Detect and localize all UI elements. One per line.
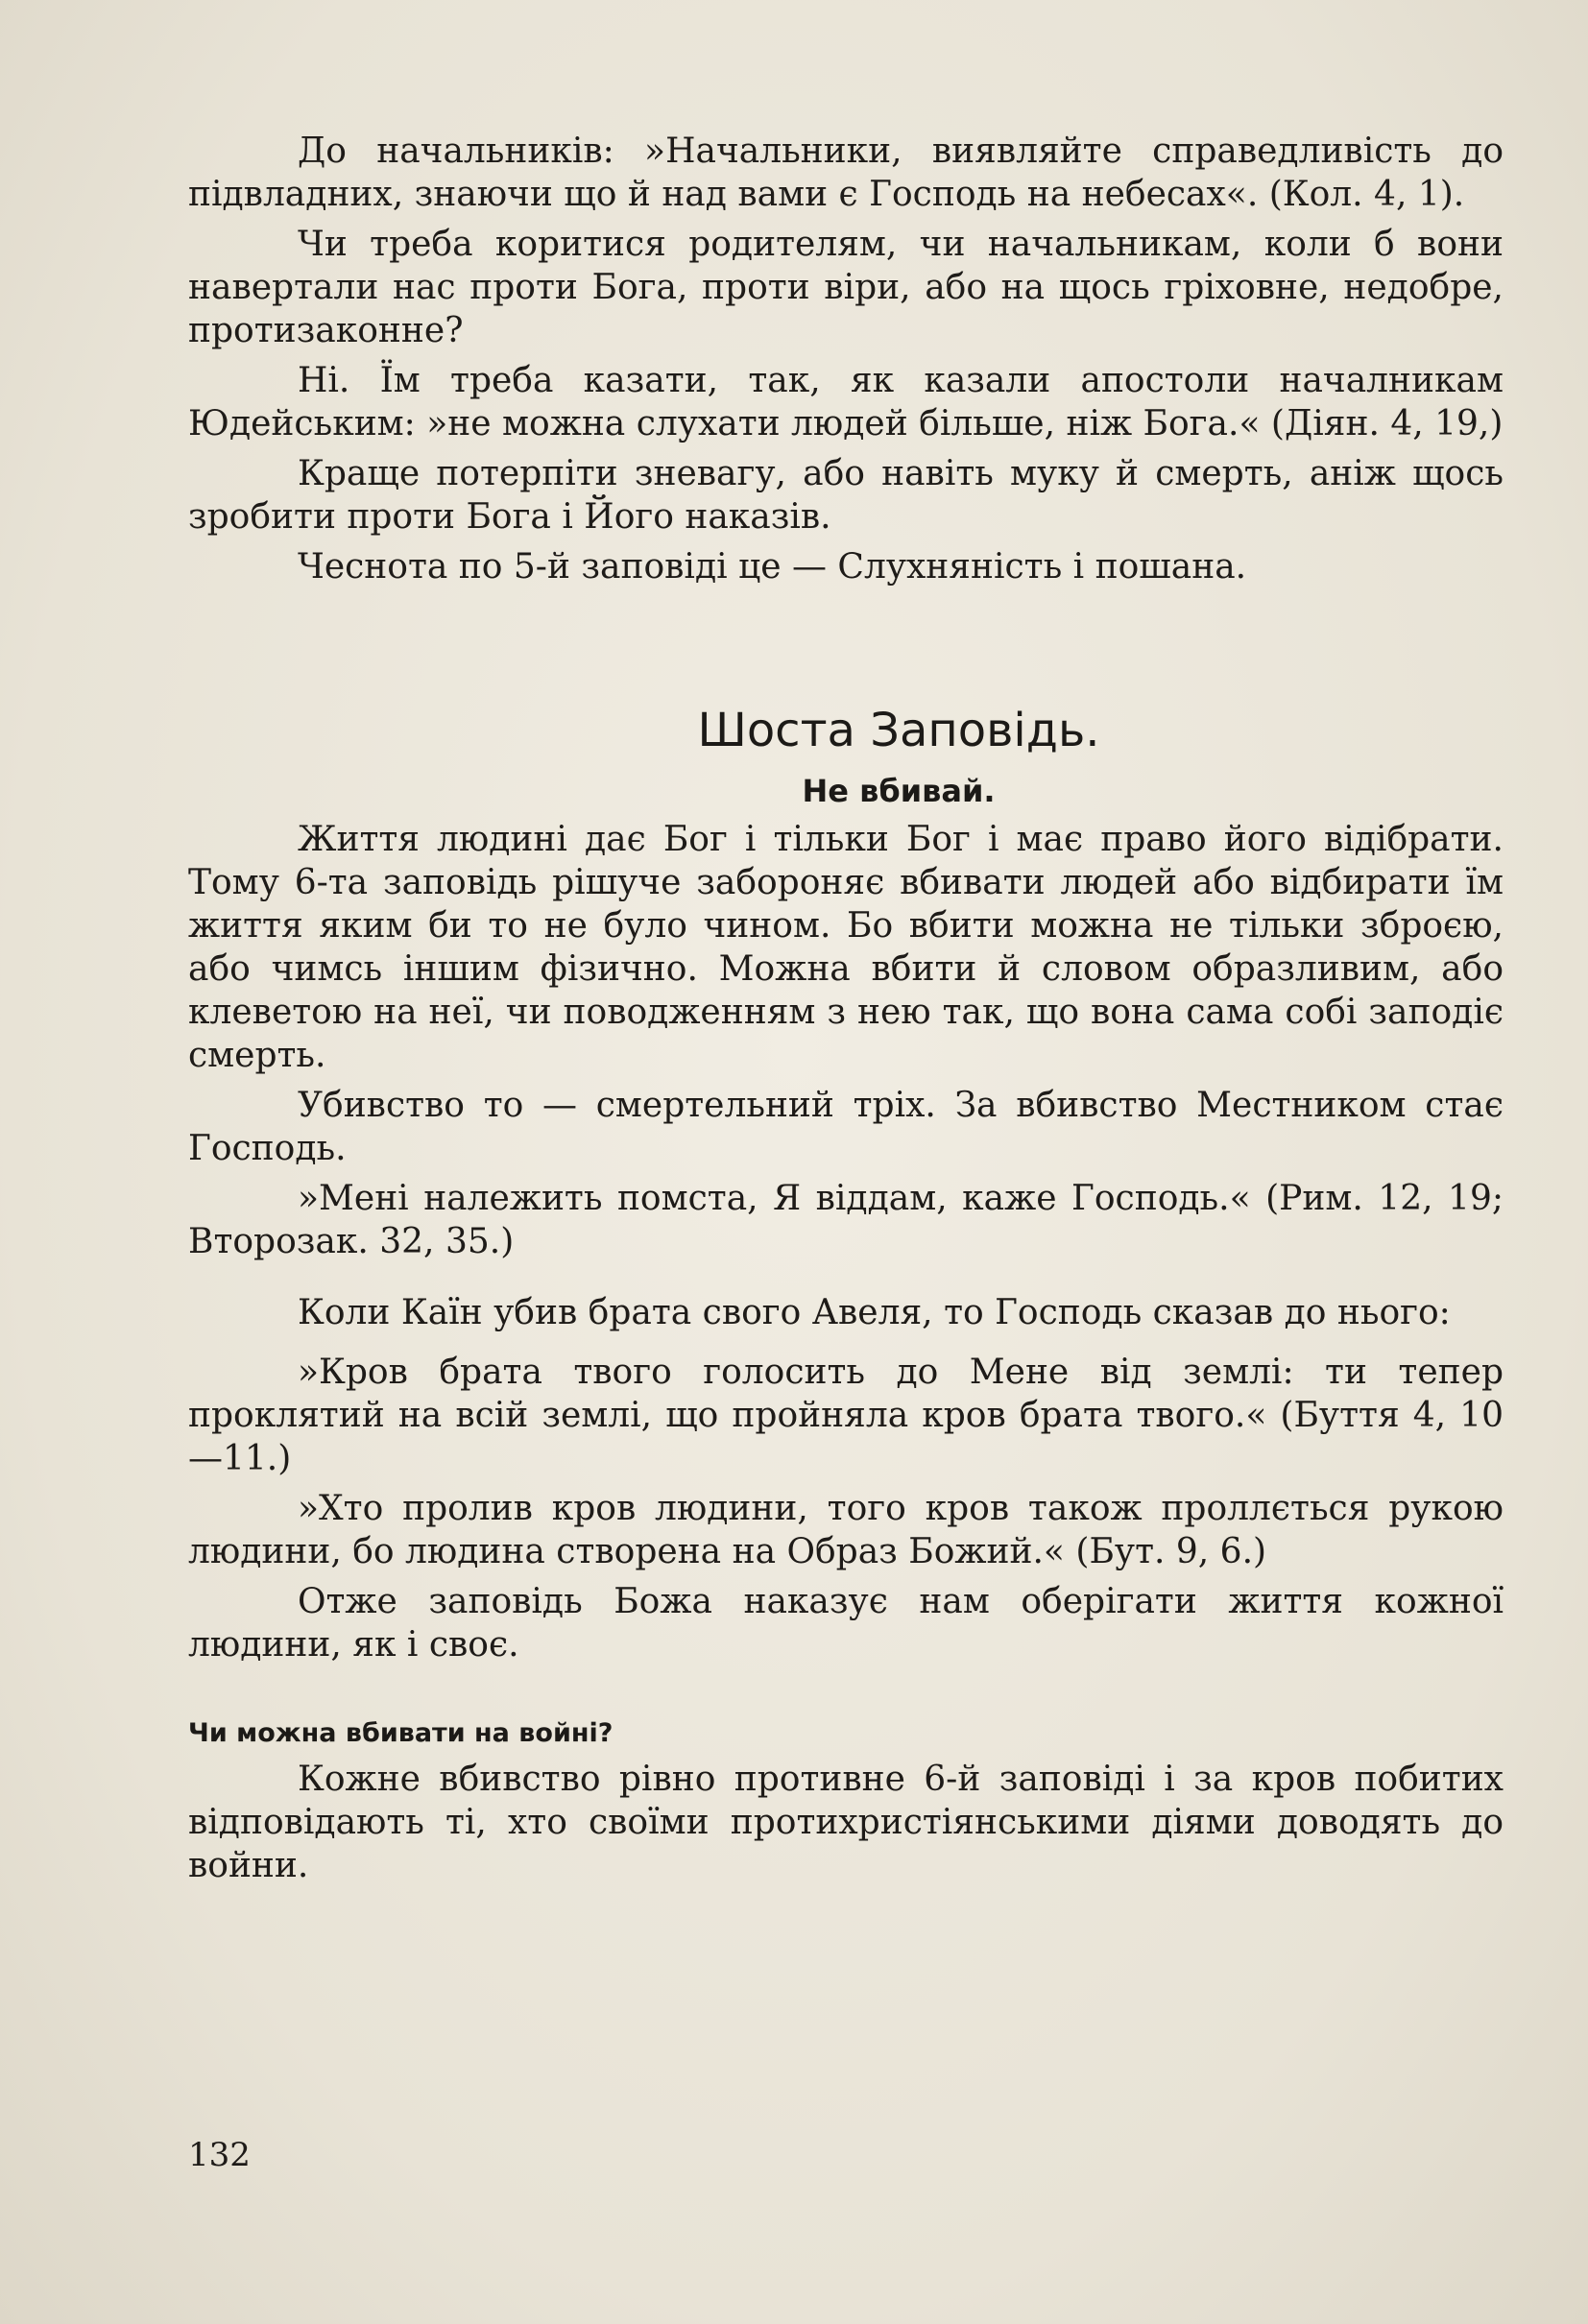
paragraph: Коли Каїн убив брата свого Авеля, то Господь сказав до нього: [298, 1293, 1451, 1332]
paragraph: Життя людині дає Бог і тільки Бог і має право його відібрати. Тому 6-та заповідь рішуче забороняє вбивати людей або відбирати їм життя яким би то не було чином. Бо вбити можна не тільки зброєю, або чимсь іншим фізично. Можна вбити й словом образливим, або клеветою на неї, чи поводженням з нею так, що вона сама собі заподіє смерть. [188, 820, 1504, 1075]
paragraph-gap [188, 1341, 1504, 1351]
paragraph: До начальників: »Начальники, виявляйте справедливість до підвладних, знаючи що й над вами є Господь на небесах«. (Кол. 4, 1). [188, 132, 1504, 214]
page-number: 132 [188, 2136, 251, 2174]
section-gap [188, 595, 1504, 703]
paragraph: Убивство то — смертельний тріх. За вбивство Местником стає Господь. [188, 1086, 1504, 1168]
paragraph: Краще потерпіти зневагу, або навіть муку й смерть, аніж щось зробити проти Бога і Його наказів. [188, 454, 1504, 537]
paragraph-gap [188, 1270, 1504, 1291]
paragraph: »Хто пролив кров людини, того кров також проллється рукою людини, бо людина створена на Образ Божий.« (Бут. 9, 6.) [188, 1489, 1504, 1571]
paragraph: »Кров брата твого голосить до Мене від землі: ти тепер проклятий на всій землі, що пройняла кров брата твого.« (Буття 4, 10—11.) [188, 1353, 1504, 1478]
page-text [188, 130, 1504, 1887]
paragraph-gap [188, 1694, 1504, 1715]
paragraph: Отже заповідь Божа наказує нам оберігати життя кожної людини, як і своє. [188, 1582, 1504, 1665]
question-heading: Чи можна вбивати на войні? [188, 1718, 614, 1748]
paragraph: Кожне вбивство рівно противне 6-й заповіді і за кров побитих відповідають ті, хто своїми протихристіянськими діями доводять до войни. [188, 1760, 1504, 1885]
paragraph-gap [188, 1673, 1504, 1694]
paragraph: Чеснота по 5-й заповіді це — Слухняність і пошана. [298, 547, 1247, 587]
section-title: Шоста Заповідь. [697, 704, 1100, 757]
paragraph: Чи треба коритися родителям, чи начальникам, коли б вони навертали нас проти Бога, проти віри, або на щось гріховне, недобре, протизаконне? [188, 225, 1504, 350]
section-subtitle: Не вбивай. [802, 773, 996, 809]
paragraph: »Мені належить помста, Я віддам, каже Господь.« (Рим. 12, 19; Второзак. 32, 35.) [188, 1179, 1504, 1261]
paragraph: Ні. Їм треба казати, так, як казали апостоли началникам Юдейським: »не можна слухати людей більше, ніж Бога.« (Діян. 4, 19,) [188, 361, 1504, 443]
